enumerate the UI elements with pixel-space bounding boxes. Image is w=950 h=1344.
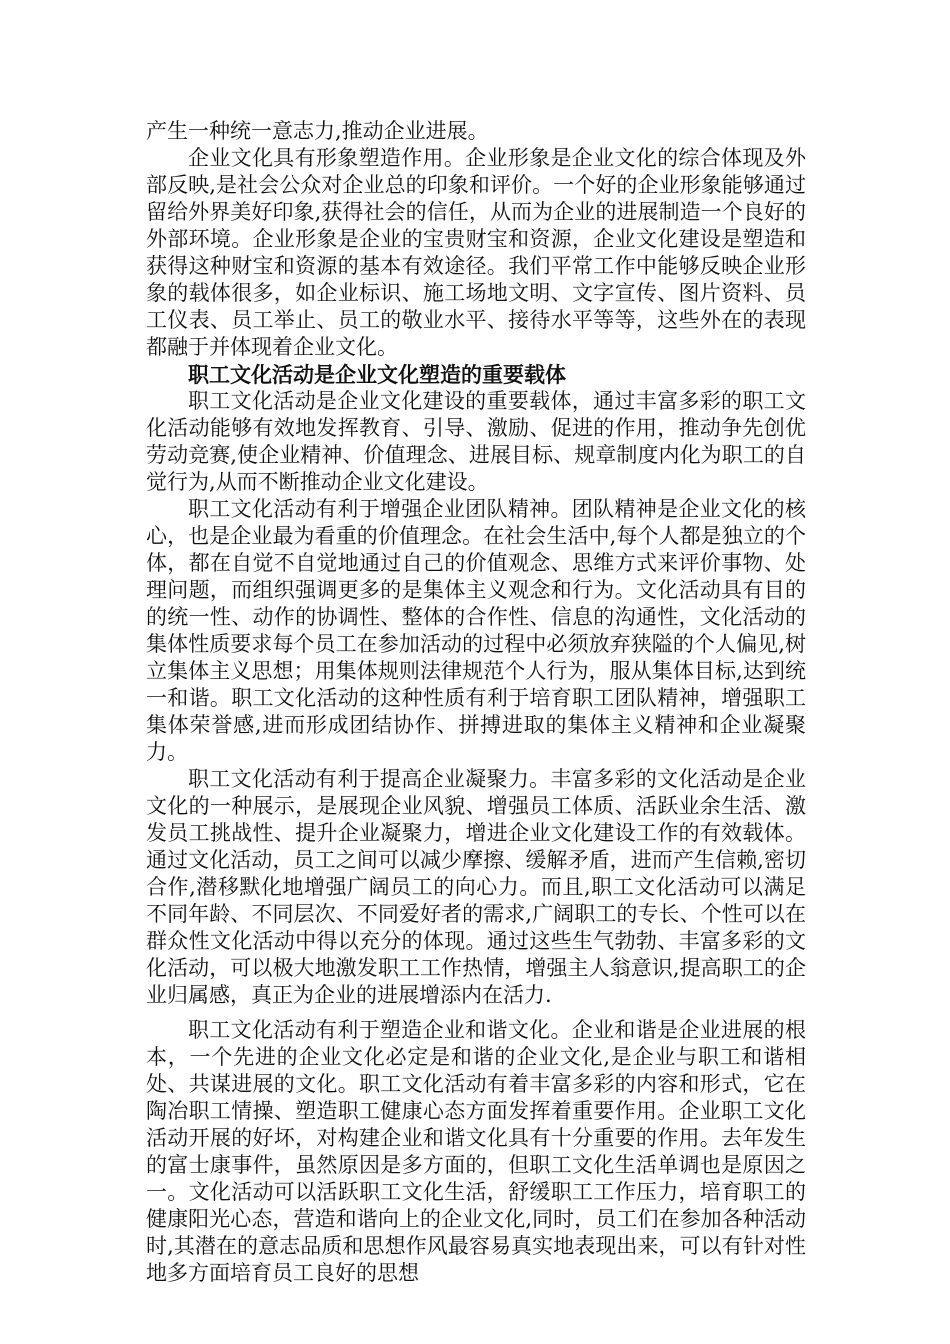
harmony-culture-paragraph: 职工文化活动有利于塑造企业和谐文化。企业和谐是企业进展的根本，一个先进的企业文化必定是和谐的企业文化,是企业与职工和谐相处、共谋进展的文化。职工文化活动有着丰富多彩的内容和形式，它在陶冶职工情操、塑造职工健康心态方面发挥着重要作用。企业职工文化活动开展的好坏，对构建企业和谐文化具有十分重要的作用。去年发生的富士康事件，虽然原因是多方面的，但职工文化生活单调也是原因之一。文化活动可以活跃职工文化生活，舒缓职工工作压力，培育职工的健康阳光心态，营造和谐向上的企业文化,同时，员工们在参加各种活动时,其潜在的意志品质和思想作风最容易真实地表现出来，可以有针对性地多方面培育员工良好的思想 [146,1018,806,1285]
cohesion-paragraph: 职工文化活动有利于提高企业凝聚力。丰富多彩的文化活动是企业文化的一种展示，是展现企业风貌、增强员工体质、活跃业余生活、激发员工挑战性、提升企业凝聚力，增进企业文化建设工作的有效载体。通过文化活动，员工之间可以减少摩擦、缓解矛盾，进而产生信赖,密切合作,潜移默化地增强广阔员工的向心力。而且,职工文化活动可以满足不同年龄、不同层次、不同爱好者的需求,广阔职工的专长、个性可以在群众性文化活动中得以充分的体现。通过这些生气勃勃、丰富多彩的文化活动，可以极大地激发职工工作热情，增强主人翁意识,提高职工的企业归属感，真正为企业的进展增添内在活力. [146,767,806,1007]
team-spirit-paragraph: 职工文化活动有利于增强企业团队精神。团队精神是企业文化的核心，也是企业最为看重的价值理念。在社会生活中,每个人都是独立的个体，都在自觉不自觉地通过自己的价值观念、思维方式来评价事物、处理问题，而组织强调更多的是集体主义观念和行为。文化活动具有目的的统一性、动作的协调性、整体的合作性、信息的沟通性，文化活动的集体性质要求每个员工在参加活动的过程中必须放弃狭隘的个人偏见,树立集体主义思想；用集体规则法律规范个人行为，服从集体目标,达到统一和谐。职工文化活动的这种性质有利于培育职工团队精神，增强职工集体荣誉感,进而形成团结协作、拼搏进取的集体主义精神和企业凝聚力。 [146,497,806,764]
continuation-paragraph: 产生一种统一意志力,推动企业进展。 [146,119,489,143]
corporate-image-paragraph: 企业文化具有形象塑造作用。企业形象是企业文化的综合体现及外部反映,是社会公众对企业总的印象和评价。一个好的企业形象能够通过留给外界美好印象,获得社会的信任，从而为企业的进展制造一个良好的外部环境。企业形象是企业的宝贵财宝和资源，企业文化建设是塑造和获得这种财宝和资源的基本有效途径。我们平常工作中能够反映企业形象的载体很多，如企业标识、施工场地文明、文字宣传、图片资料、员工仪表、员工举止、员工的敬业水平、接待水平等等，这些外在的表现都融于并体现着企业文化。 [146,146,806,359]
paragraph-gap [146,1009,806,1017]
cultural-carrier-paragraph: 职工文化活动是企业文化建设的重要载体，通过丰富多彩的职工文化活动能够有效地发挥教育、引导、激励、促进的作用，推动争先创优劳动竞赛,使企业精神、价值理念、进展目标、规章制度内化为职工的自觉行为,从而不断推动企业文化建设。 [146,389,806,494]
section-heading: 职工文化活动是企业文化塑造的重要载体 [188,362,566,387]
document-page [146,118,806,1287]
